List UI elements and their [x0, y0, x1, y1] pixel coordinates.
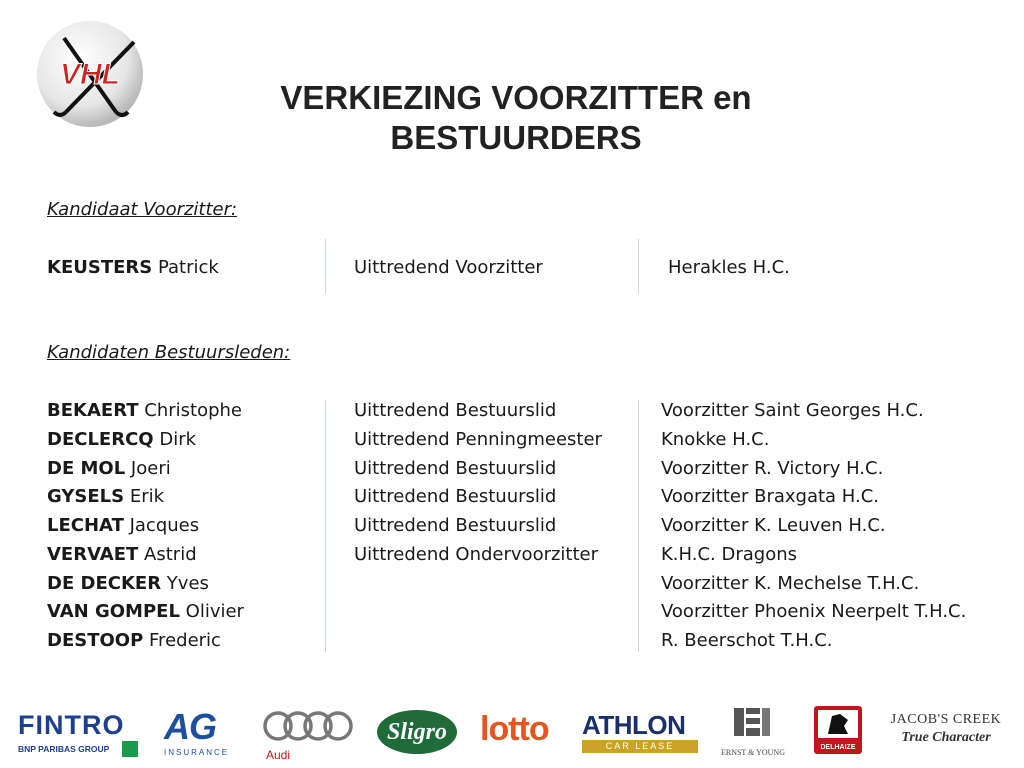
candidate-surname: DE MOL — [47, 457, 126, 479]
candidate-firstname: Christophe — [144, 400, 242, 421]
board-section-label: Kandidaten Bestuursleden: — [47, 342, 291, 363]
candidate-firstname: Jacques — [129, 515, 200, 536]
title-line-2: BESTUURDERS — [390, 119, 642, 156]
candidate-surname: DE DECKER — [47, 572, 162, 594]
candidate-firstname: Olivier — [185, 601, 244, 623]
candidate-surname: VERVAET — [47, 543, 139, 565]
candidate-club: R. Beerschot T.H.C. — [661, 630, 833, 651]
candidate-row — [0, 540, 1024, 569]
jacobs-creek-text: JACOB'S CREEK — [890, 712, 1002, 727]
candidate-firstname: Erik — [129, 486, 165, 508]
candidate-name — [47, 454, 171, 483]
ey-mark-icon — [718, 704, 788, 742]
audi-rings-icon — [262, 710, 354, 744]
candidate-name — [47, 425, 196, 454]
candidate-club: Voorzitter Phoenix Neerpelt T.H.C. — [661, 601, 967, 623]
candidate-club: K.H.C. Dragons — [661, 543, 797, 565]
candidate-surname: GYSELS — [47, 486, 125, 508]
lotto-text: lotto — [480, 710, 549, 748]
candidate-row — [0, 482, 1024, 511]
candidate-name — [47, 626, 221, 655]
candidate-row — [0, 597, 1024, 626]
lotto-logo — [480, 708, 564, 752]
candidate-club: Herakles H.C. — [668, 257, 790, 278]
candidate-role: Uittredend Bestuurslid — [354, 486, 557, 508]
candidate-surname: BEKAERT — [47, 400, 139, 421]
candidate-role: Uittredend Bestuurslid — [354, 457, 557, 479]
audi-text: Audi — [266, 748, 291, 762]
bnp-icon — [122, 741, 138, 757]
ag-insurance-logo — [164, 708, 238, 760]
candidate-surname: DECLERCQ — [47, 428, 154, 450]
sligro-text: Sligro — [386, 719, 448, 745]
candidate-surname: LECHAT — [47, 515, 124, 536]
president-section-label: Kandidaat Voorzitter: — [47, 199, 238, 220]
candidate-row — [0, 626, 1024, 655]
candidate-name — [47, 540, 197, 569]
fintro-text: FINTRO — [18, 710, 125, 740]
candidate-firstname: Frederic — [149, 630, 221, 651]
fintro-logo — [18, 710, 142, 760]
candidate-club: Voorzitter K. Leuven H.C. — [661, 515, 886, 536]
sponsor-bar — [0, 700, 1024, 768]
candidate-row — [0, 253, 1024, 282]
ernst-young-logo — [718, 704, 788, 760]
candidate-row — [0, 569, 1024, 598]
candidate-club: Voorzitter K. Mechelse T.H.C. — [661, 572, 920, 594]
candidate-role: Uittredend Voorzitter — [354, 257, 543, 278]
vhl-logo — [36, 20, 144, 128]
athlon-logo — [582, 710, 698, 756]
candidate-firstname: Joeri — [130, 457, 171, 479]
candidate-name — [47, 482, 164, 511]
ag-text: AG — [164, 706, 216, 747]
candidate-club: Knokke H.C. — [661, 428, 770, 450]
delhaize-text: DELHAIZE — [820, 744, 856, 751]
candidate-firstname: Astrid — [144, 543, 197, 565]
candidate-role: Uittredend Bestuurslid — [354, 400, 557, 421]
audi-logo — [262, 710, 354, 766]
candidate-name — [47, 253, 219, 282]
jacobs-creek-logo — [886, 712, 1006, 752]
ey-text: ERNST & YOUNG — [720, 748, 785, 757]
candidate-row — [0, 396, 1024, 425]
delhaize-logo — [814, 706, 862, 754]
fintro-subtext: BNP PARIBAS GROUP — [18, 744, 110, 754]
sligro-logo — [377, 710, 457, 754]
candidate-row — [0, 425, 1024, 454]
candidate-row — [0, 511, 1024, 540]
lion-icon — [814, 706, 862, 740]
candidate-club: Voorzitter Saint Georges H.C. — [661, 400, 924, 421]
candidate-firstname: Dirk — [159, 428, 197, 450]
athlon-subtext: CAR LEASE — [582, 740, 698, 753]
candidate-surname: DESTOOP — [47, 630, 144, 651]
ag-subtext: INSURANCE — [164, 748, 230, 757]
candidate-name — [47, 511, 199, 540]
candidate-firstname: Yves — [166, 572, 209, 594]
candidate-name — [47, 396, 242, 425]
candidate-role: Uittredend Penningmeester — [354, 428, 602, 450]
candidate-role: Uittredend Bestuurslid — [354, 515, 557, 536]
candidate-row — [0, 454, 1024, 483]
jacobs-creek-tagline: True Character — [901, 730, 991, 745]
vhl-logo-text: VHL — [60, 58, 120, 91]
candidate-club: Voorzitter R. Victory H.C. — [661, 457, 884, 479]
candidate-name — [47, 597, 244, 626]
candidate-firstname: Patrick — [157, 257, 219, 278]
athlon-text: ATHLON — [582, 710, 686, 740]
candidate-surname: KEUSTERS — [47, 257, 153, 278]
candidate-surname: VAN GOMPEL — [47, 601, 180, 623]
page-title — [180, 78, 852, 158]
candidate-name — [47, 569, 209, 598]
candidate-role: Uittredend Ondervoorzitter — [354, 543, 599, 565]
title-line-1: VERKIEZING VOORZITTER en — [280, 79, 752, 116]
candidate-club: Voorzitter Braxgata H.C. — [661, 486, 880, 508]
